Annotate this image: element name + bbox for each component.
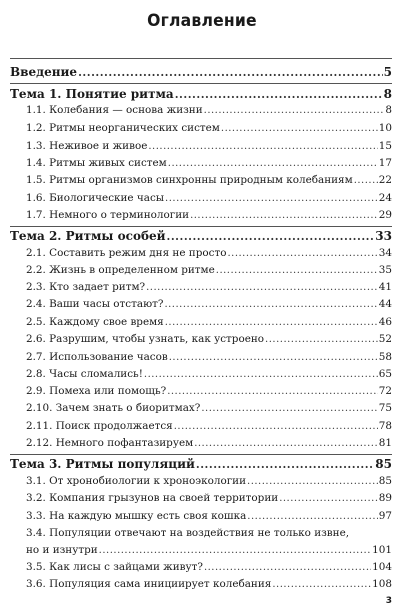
toc-item[interactable]: 1.7. Немного о терминологии ..... 29 (10, 209, 392, 221)
leader-dots (190, 210, 378, 221)
toc-item[interactable]: 3.4. Популяции отвечают на воздействия не только извне, (26, 527, 350, 539)
leader-dots (148, 141, 377, 152)
leader-dots (272, 579, 371, 590)
leader-dots (165, 193, 378, 204)
leader-dots (164, 299, 377, 310)
toc-item[interactable]: 2.12. Немного пофантазируем ..... 81 (10, 437, 392, 449)
toc-item[interactable]: 3.2. Компания грызунов на своей территории ..... 89 (10, 492, 392, 504)
toc-item[interactable]: 1.4. Ритмы живых систем ..... 17 (10, 157, 392, 169)
page-number: 3 (385, 596, 392, 606)
toc-item[interactable]: 3.6. Популяция сама инициирует колебания ..... 108 (10, 578, 392, 590)
toc-item[interactable]: 3.1. От хронобиологии к хроноэкологии ..... 85 (10, 475, 392, 487)
divider (10, 454, 392, 455)
leader-dots (265, 334, 378, 345)
leader-dots (196, 458, 374, 471)
toc-item[interactable]: 2.3. Кто задает ритм? ..... 41 (10, 281, 392, 293)
toc-item[interactable]: 1.5. Ритмы организмов синхронны природным колебаниям ..... 22 (10, 174, 392, 186)
toc-item[interactable]: 2.8. Часы сломались! ..... 65 (10, 368, 392, 380)
toc-item[interactable]: 2.5. Каждому свое время ..... 46 (10, 316, 392, 328)
leader-dots (167, 230, 375, 243)
leader-dots (204, 105, 385, 116)
divider (10, 226, 392, 227)
leader-dots (204, 562, 371, 573)
leader-dots (99, 545, 371, 556)
leader-dots (169, 352, 378, 363)
leader-dots (279, 493, 378, 504)
toc-item-continuation[interactable]: но и изнутри ..... 101 (26, 544, 392, 556)
leader-dots (247, 511, 377, 522)
leader-dots (175, 88, 383, 101)
leader-dots (144, 369, 378, 380)
toc-item[interactable]: 2.11. Поиск продолжается ..... 78 (10, 420, 392, 432)
toc-item[interactable]: 2.6. Разрушим, чтобы узнать, как устроено ..... 52 (10, 333, 392, 345)
leader-dots (247, 476, 378, 487)
leader-dots (354, 175, 378, 186)
leader-dots (221, 123, 378, 134)
toc-item[interactable]: 2.9. Помеха или помощь? ..... 72 (10, 385, 392, 397)
leader-dots (194, 438, 378, 449)
leader-dots (78, 66, 383, 79)
leader-dots (168, 158, 378, 169)
leader-dots (201, 403, 377, 414)
toc-item[interactable]: 1.6. Биологические часы ..... 24 (10, 192, 392, 204)
toc-item[interactable]: 1.1. Колебания — основа жизни ..... 8 (10, 104, 392, 116)
toc-intro[interactable]: Введение ..... 5 (10, 65, 392, 79)
leader-dots (216, 265, 378, 276)
leader-dots (146, 282, 378, 293)
leader-dots (167, 386, 378, 397)
toc-item[interactable]: 1.2. Ритмы неорганических систем ..... 10 (10, 122, 392, 134)
toc-item[interactable]: 1.3. Неживое и живое ..... 15 (10, 140, 392, 152)
divider (10, 83, 392, 84)
divider (10, 58, 392, 59)
toc-item[interactable]: 2.4. Ваши часы отстают? ..... 44 (10, 298, 392, 310)
leader-dots (165, 317, 378, 328)
toc-item[interactable]: 3.3. На каждую мышку есть своя кошка ..... 97 (10, 510, 392, 522)
toc-item[interactable]: 2.7. Использование часов ..... 58 (10, 351, 392, 363)
toc-item[interactable]: 3.5. Как лисы с зайцами живут? ..... 104 (10, 561, 392, 573)
page-title: Оглавление (147, 11, 257, 31)
toc-item[interactable]: 2.2. Жизнь в определенном ритме ..... 35 (10, 264, 392, 276)
toc-section[interactable]: Тема 1. Понятие ритма ..... 8 (10, 87, 392, 101)
toc-section[interactable]: Тема 2. Ритмы особей ..... 33 (10, 229, 392, 243)
toc-item[interactable]: 2.10. Зачем знать о биоритмах? ..... 75 (10, 402, 392, 414)
toc-item[interactable]: 2.1. Составить режим дня не просто ..... 34 (10, 247, 392, 259)
toc-section[interactable]: Тема 3. Ритмы популяций ..... 85 (10, 457, 392, 471)
leader-dots (227, 248, 377, 259)
leader-dots (174, 421, 378, 432)
